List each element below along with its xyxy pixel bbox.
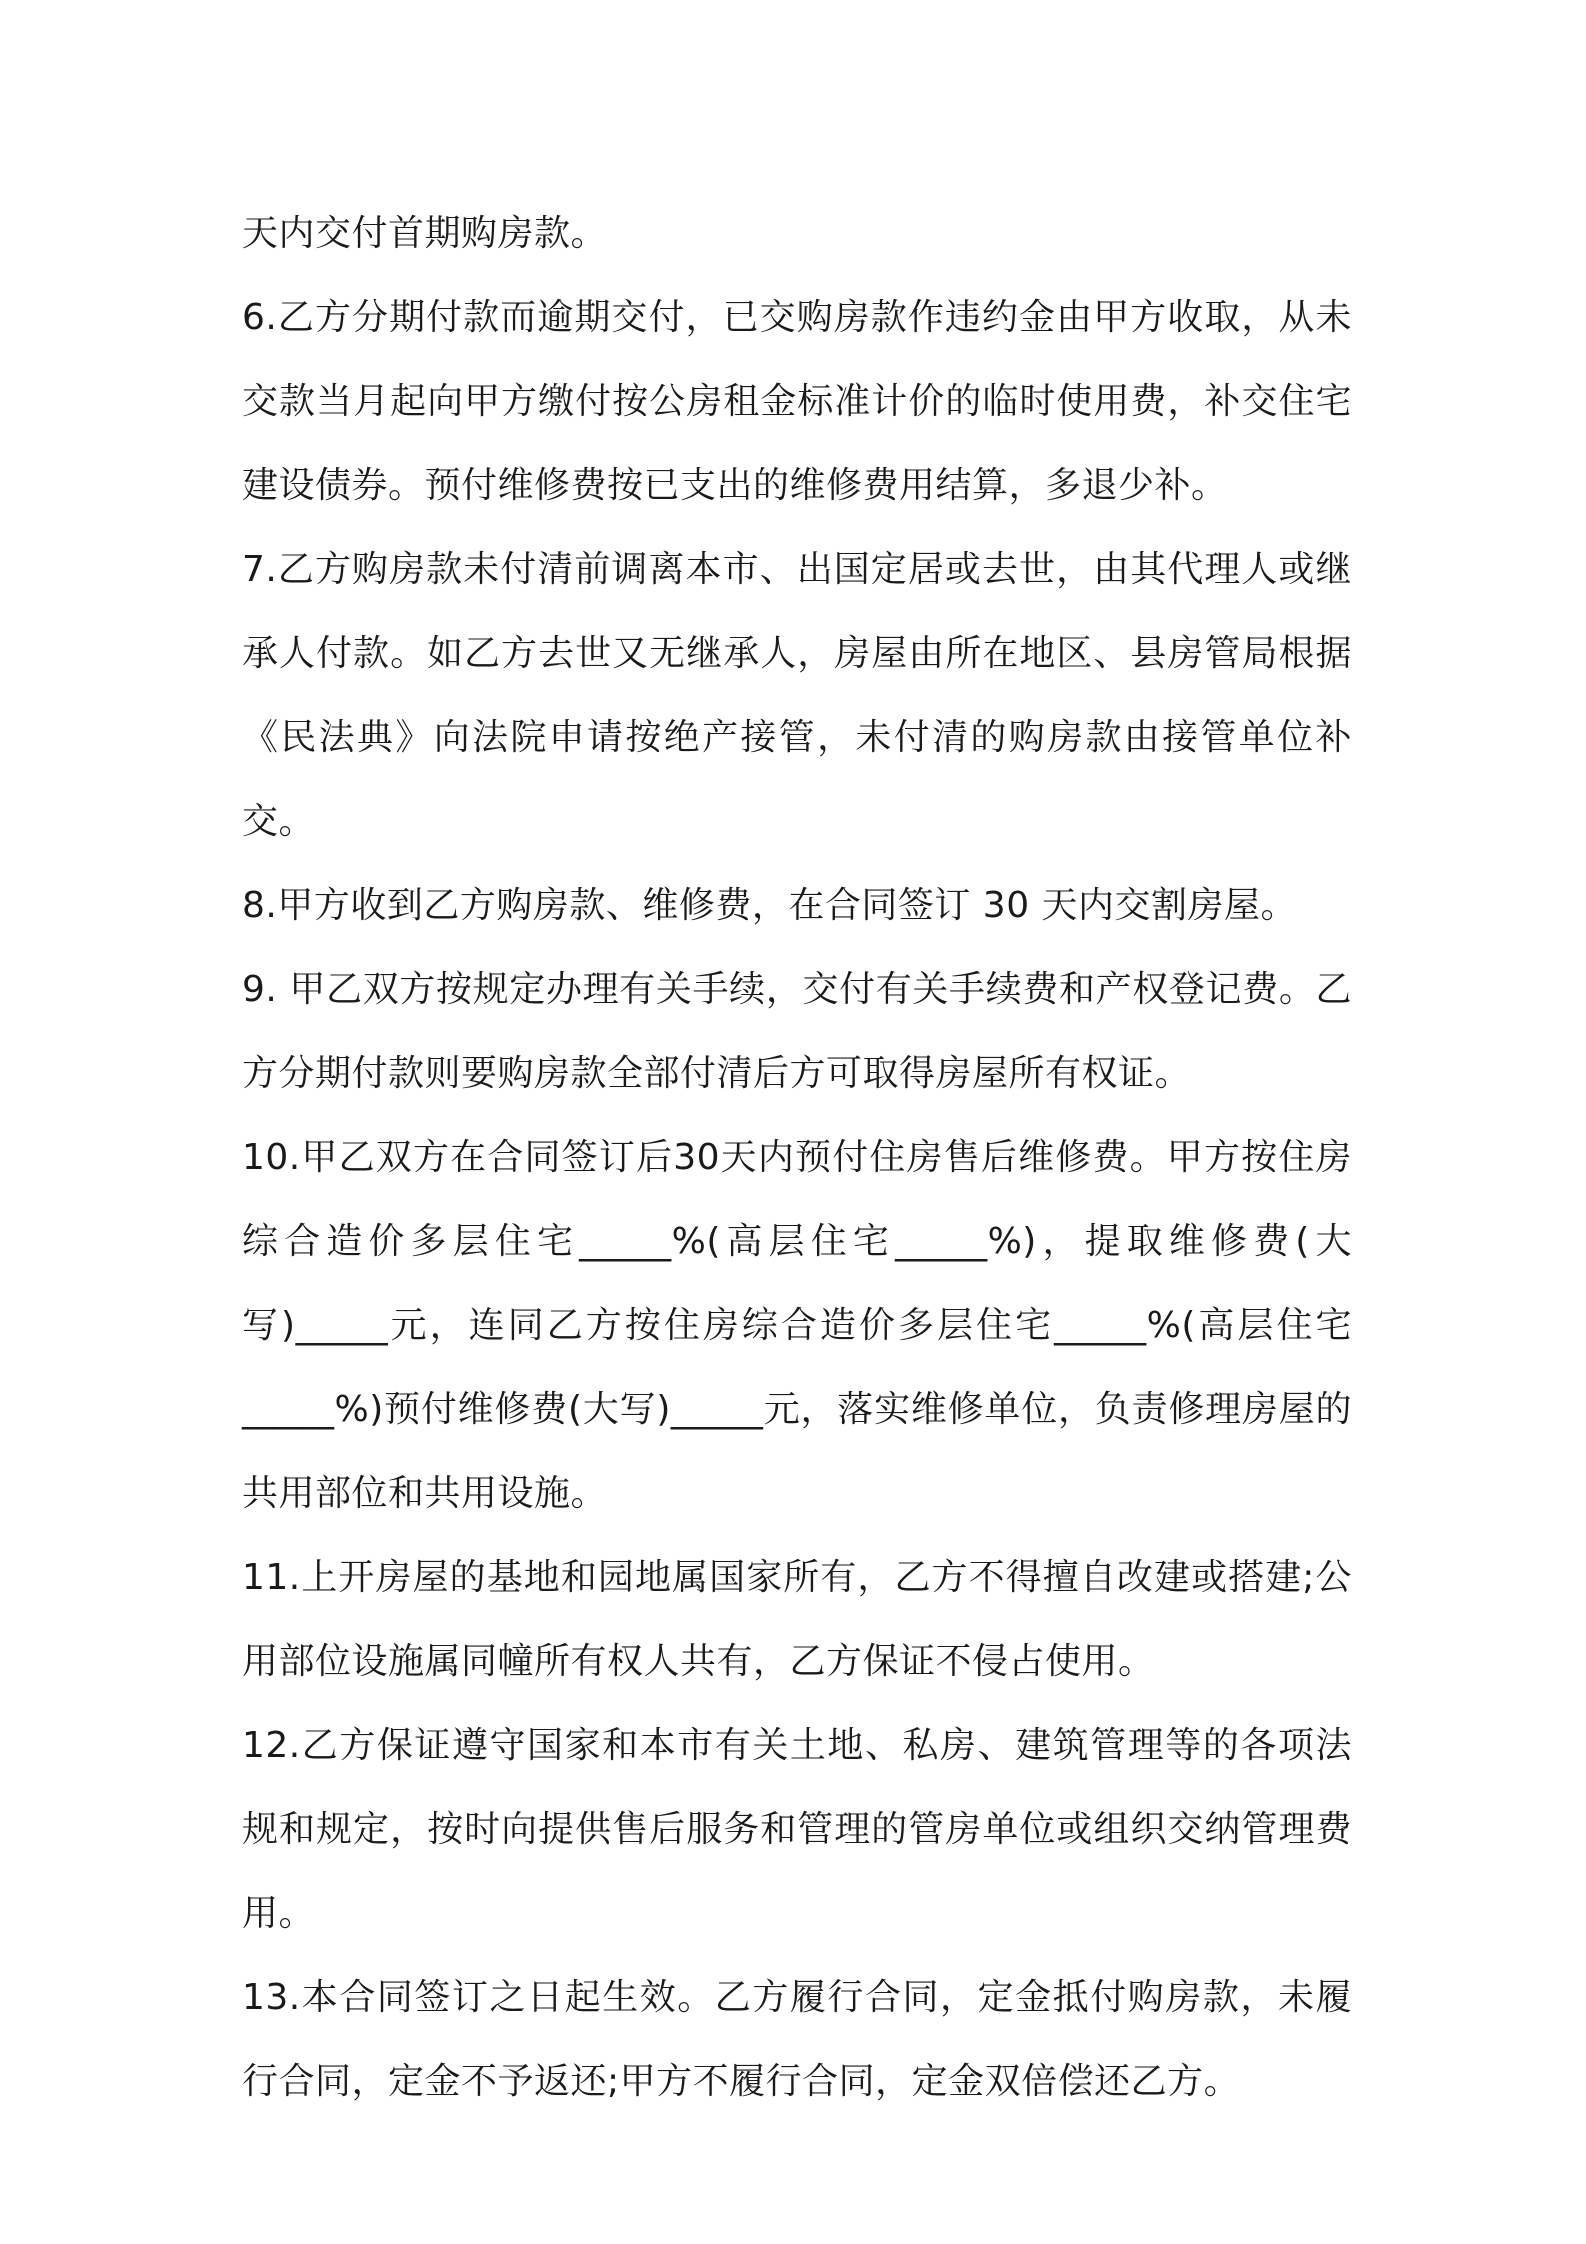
paragraph-clause-11: 11.上开房屋的基地和园地属国家所有，乙方不得擅自改建或搭建;公用部位设施属同幢所有权人共有，乙方保证不侵占使用。 [242,1557,1352,1682]
paragraph-clause-6: 6.乙方分期付款而逾期交付，已交购房款作违约金由甲方收取，从未交款当月起向甲方缴付按公房租金标准计价的临时使用费，补交住宅建设债券。预付维修费按已支出的维修费用结算，多退少补。 [242,297,1352,506]
paragraph-clause-10: 10.甲乙双方在合同签订后30天内预付住房售后维修费。甲方按住房综合造价多层住宅_____%(高层住宅_____%)，提取维修费(大写)_____元，连同乙方按住房综合造价多层住宅_____%(高层住宅_____%)预付维修费(大写)_____元，落实维修单位，负责修理房屋的共用部位和共用设施。 [242,1137,1352,1514]
paragraph-clause-13: 13.本合同签订之日起生效。乙方履行合同，定金抵付购房款，未履行合同，定金不予返还;甲方不履行合同，定金双倍偿还乙方。 [242,1977,1352,2102]
paragraph-clause-8: 8.甲方收到乙方购房款、维修费，在合同签订 30 天内交割房屋。 [242,885,1298,926]
paragraph-clause-7: 7.乙方购房款未付清前调离本市、出国定居或去世，由其代理人或继承人付款。如乙方去世又无继承人，房屋由所在地区、县房管局根据《民法典》向法院申请按绝产接管，未付清的购房款由接管单位补交。 [242,549,1352,842]
paragraph-clause-12: 12.乙方保证遵守国家和本市有关土地、私房、建筑管理等的各项法规和规定，按时向提供售后服务和管理的管房单位或组织交纳管理费用。 [242,1725,1352,1934]
document-body [242,192,1352,2124]
paragraph-clause-9: 9. 甲乙双方按规定办理有关手续，交付有关手续费和产权登记费。乙方分期付款则要购房款全部付清后方可取得房屋所有权证。 [242,969,1352,1094]
paragraph-continuation: 天内交付首期购房款。 [242,213,608,254]
